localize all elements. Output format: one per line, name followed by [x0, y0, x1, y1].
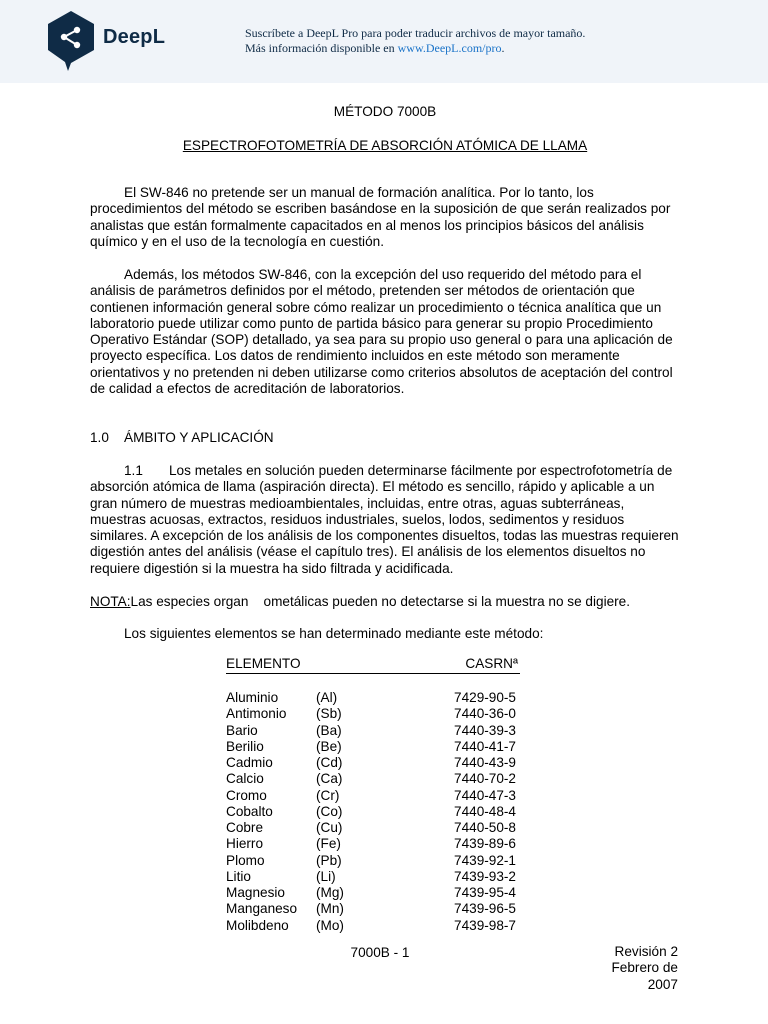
- element-symbol: (Al): [316, 690, 338, 705]
- element-name: Manganeso: [226, 901, 298, 917]
- element-name: Calcio: [226, 771, 264, 787]
- element-symbol: (Pb): [316, 852, 342, 868]
- page-number: 7000B - 1: [350, 945, 410, 960]
- element-symbol: (Sb): [316, 706, 342, 722]
- element-symbol: (Ca): [316, 771, 343, 787]
- element-casrn: 7439-96-5: [454, 901, 516, 917]
- element-casrn: 7439-89-6: [454, 836, 516, 852]
- revision-info: [612, 944, 679, 993]
- element-casrn: 7440-50-8: [454, 820, 516, 835]
- subsection-number: 1.1: [124, 463, 143, 478]
- element-symbol: (Mg): [316, 885, 344, 900]
- element-casrn: 7440-39-3: [454, 722, 516, 738]
- element-name: Cadmio: [226, 755, 273, 770]
- deepl-logo-icon: [46, 10, 96, 72]
- table-row: [226, 804, 520, 820]
- promo-prefix: Más información disponible en: [245, 41, 398, 55]
- table-row: [226, 853, 520, 869]
- element-name: Cromo: [226, 787, 267, 803]
- element-name: Antimonio: [226, 706, 287, 722]
- element-casrn: 7439-92-1: [454, 852, 516, 868]
- element-casrn: 7440-41-7: [454, 738, 516, 754]
- element-casrn: 7440-47-3: [454, 787, 516, 803]
- table-row: [226, 739, 520, 755]
- element-symbol: (Li): [316, 868, 336, 884]
- table-row: [226, 901, 520, 917]
- elements-intro: Los siguientes elementos se han determinado mediante este método:: [124, 626, 544, 641]
- element-symbol: (Co): [316, 803, 343, 819]
- table-row: [226, 755, 520, 771]
- table-row: [226, 820, 520, 836]
- element-name: Cobre: [226, 820, 264, 835]
- element-symbol: (Mo): [316, 917, 344, 933]
- element-name: Cobalto: [226, 803, 273, 819]
- deepl-pro-link[interactable]: www.DeepL.com/pro: [397, 41, 502, 55]
- paragraph-1-1: [90, 463, 680, 577]
- element-name: Molibdeno: [226, 917, 289, 933]
- element-casrn: 7440-70-2: [454, 771, 516, 787]
- section-number: 1.0: [90, 430, 109, 445]
- table-row: [226, 869, 520, 885]
- element-casrn: 7440-48-4: [454, 803, 516, 819]
- document-title: MÉTODO 7000B: [333, 104, 437, 119]
- element-name: Aluminio: [226, 690, 279, 705]
- table-body: [226, 690, 520, 934]
- revision-line-2: Febrero de: [611, 960, 678, 976]
- revision-line-1: Revisión 2: [614, 944, 678, 959]
- note-text: Las especies organ ometálicas pueden no detectarse si la muestra no se digiere.: [130, 594, 631, 609]
- section-heading: [90, 430, 274, 445]
- element-symbol: (Fe): [316, 836, 341, 852]
- revision-line-3: 2007: [647, 976, 678, 992]
- element-name: Hierro: [226, 836, 264, 852]
- promo-suffix: .: [501, 41, 505, 55]
- element-name: Plomo: [226, 852, 265, 868]
- promo-line-2: [245, 41, 585, 56]
- element-name: Bario: [226, 722, 258, 738]
- section-title: ÁMBITO Y APLICACIÓN: [124, 430, 274, 445]
- element-name: Litio: [226, 868, 251, 884]
- element-symbol: (Cu): [316, 820, 343, 835]
- element-symbol: (Cr): [316, 787, 340, 803]
- note: [90, 594, 630, 609]
- element-symbol: (Be): [316, 738, 342, 754]
- table-row: [226, 918, 520, 934]
- element-casrn: 7439-98-7: [454, 917, 516, 933]
- element-name: Magnesio: [226, 885, 285, 900]
- element-name: Berilio: [226, 738, 264, 754]
- element-symbol: (Cd): [316, 755, 343, 770]
- deepl-logo-text: DeepL: [103, 26, 166, 48]
- note-label: NOTA:: [90, 594, 131, 609]
- table-row: [226, 788, 520, 804]
- table-row: [226, 885, 520, 901]
- promo-message: [245, 26, 585, 56]
- column-header-casrn: CASRNª: [465, 656, 518, 671]
- paragraph-1: El SW-846 no pretende ser un manual de formación analítica. Por lo tanto, los procedimientos del método se escriben basándose en la suposición de que serán realizados por analistas que están formalmente capacitados en al menos los principios básicos del análisis químico y en el uso de la tecnología en cuestión.: [90, 185, 671, 249]
- elements-table: [226, 655, 520, 934]
- element-casrn: 7440-36-0: [454, 706, 516, 722]
- element-casrn: 7439-93-2: [454, 868, 516, 884]
- column-header-element: ELEMENTO: [226, 656, 301, 671]
- element-symbol: (Ba): [316, 722, 342, 738]
- table-row: [226, 771, 520, 787]
- table-row: [226, 723, 520, 739]
- element-casrn: 7440-43-9: [454, 755, 516, 770]
- promo-line-1: Suscríbete a DeepL Pro para poder traducir archivos de mayor tamaño.: [245, 26, 586, 40]
- deepl-banner: [0, 0, 768, 83]
- table-header: [226, 655, 520, 674]
- element-symbol: (Mn): [316, 901, 344, 917]
- table-row: [226, 706, 520, 722]
- element-casrn: 7429-90-5: [454, 690, 516, 705]
- paragraph-2: Además, los métodos SW-846, con la excepción del uso requerido del método para el análisis de parámetros definidos por el método, pretenden ser métodos de orientación que contienen información general sobre cómo realizar un procedimiento o técnica analítica que un laboratorio puede utilizar como punto de partida básico para generar su propio Procedimiento Operativo Estándar (SOP) detallado, ya sea para su propio uso general o para una aplicación de proyecto específica. Los datos de rendimiento incluidos en este método son meramente orientativos y no pretenden ni deben utilizarse como criterios absolutos de aceptación del control de calidad a efectos de acreditación de laboratorios.: [90, 267, 673, 397]
- table-row: [226, 836, 520, 852]
- table-row: [226, 690, 520, 706]
- element-casrn: 7439-95-4: [454, 885, 516, 900]
- subsection-text: Los metales en solución pueden determinarse fácilmente por espectrofotometría de absorción atómica de llama (aspiración directa). El método es sencillo, rápido y aplicable a un gran número de muestras medioambientales, incluidas, entre otras, aguas subterráneas, muestras acuosas, extractos, residuos industriales, suelos, lodos, sedimentos y residuos similares. A excepción de los análisis de los componentes disueltos, todas las muestras requieren digestión antes del análisis (véase el capítulo tres). El análisis de los elementos disueltos no requiere digestión si la muestra ha sido filtrada y acidificada.: [90, 463, 679, 576]
- document-subtitle: ESPECTROFOTOMETRÍA DE ABSORCIÓN ATÓMICA DE LLAMA: [182, 138, 588, 153]
